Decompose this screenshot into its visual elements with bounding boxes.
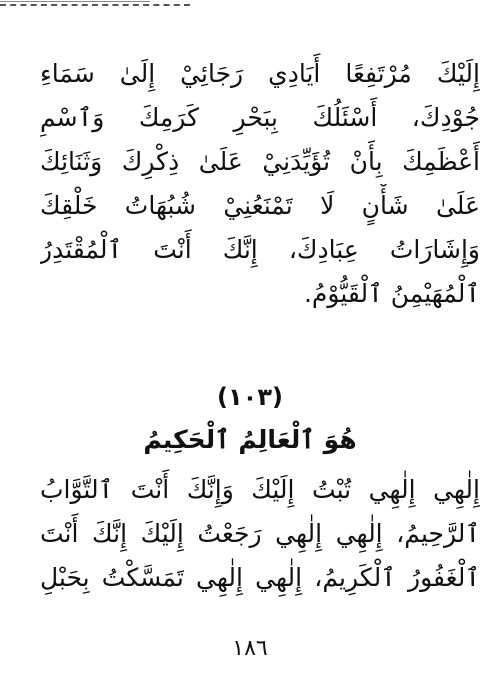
section-number: (١٠٣) [217,383,283,411]
text-line: إِلَيْكَ مُرْتَفِعًا أَيَادِي رَجَائِيْ إِلَىٰ سَمَاءِ [40,59,480,88]
section-title: هُوَ ٱلْعَالِمُ ٱلْحَكِيمُ [143,425,357,454]
text-line: أَعْظَمِكَ بِأَنْ تُؤَيِّدَنِيْ عَلَىٰ ذِكْرِكَ وَثَنَائِكَ [40,147,480,176]
text-line: وَإِشَارَاتُ عِبَادِكَ، إِنَّكَ أَنْتَ ٱلْمُقْتَدِرُ [40,235,480,264]
text-line: إِلٰهِي إِلٰهِي تُبْتُ إِلَيْكَ وَإِنَّكَ أَنْتَ ٱلتَّوَّابُ [40,475,480,504]
page-number: ١٨٦ [232,636,268,661]
text-line: ٱلْمُهَيْمِنُ ٱلْقَيُّوْمُ. [303,279,480,308]
text-line: ٱلرَّحِيمُ، إِلٰهِي إِلٰهِي رَجَعْتُ إِلَيْكَ إِنَّكَ أَنْتَ [40,519,480,548]
text-line: عَلَىٰ شَأْنٍ لَا تَمْنَعُنِيْ شُبُهَاتُ خَلْقِكَ [40,191,480,220]
text-line: جُوْدِكَ، أَسْئَلُكَ بِبَحْرِ كَرَمِكَ وَٱسْمِ [40,103,480,132]
prayer-paragraph-2 [40,468,480,600]
prayer-paragraph-1 [40,52,480,316]
top-rule-thin [0,1,150,2]
text-line: ٱلْغَفُورُ ٱلْكَرِيمُ، إِلٰهِي إِلٰهِي تَمَسَّكْتُ بِحَبْلِ [40,563,480,592]
top-rule [0,4,190,6]
